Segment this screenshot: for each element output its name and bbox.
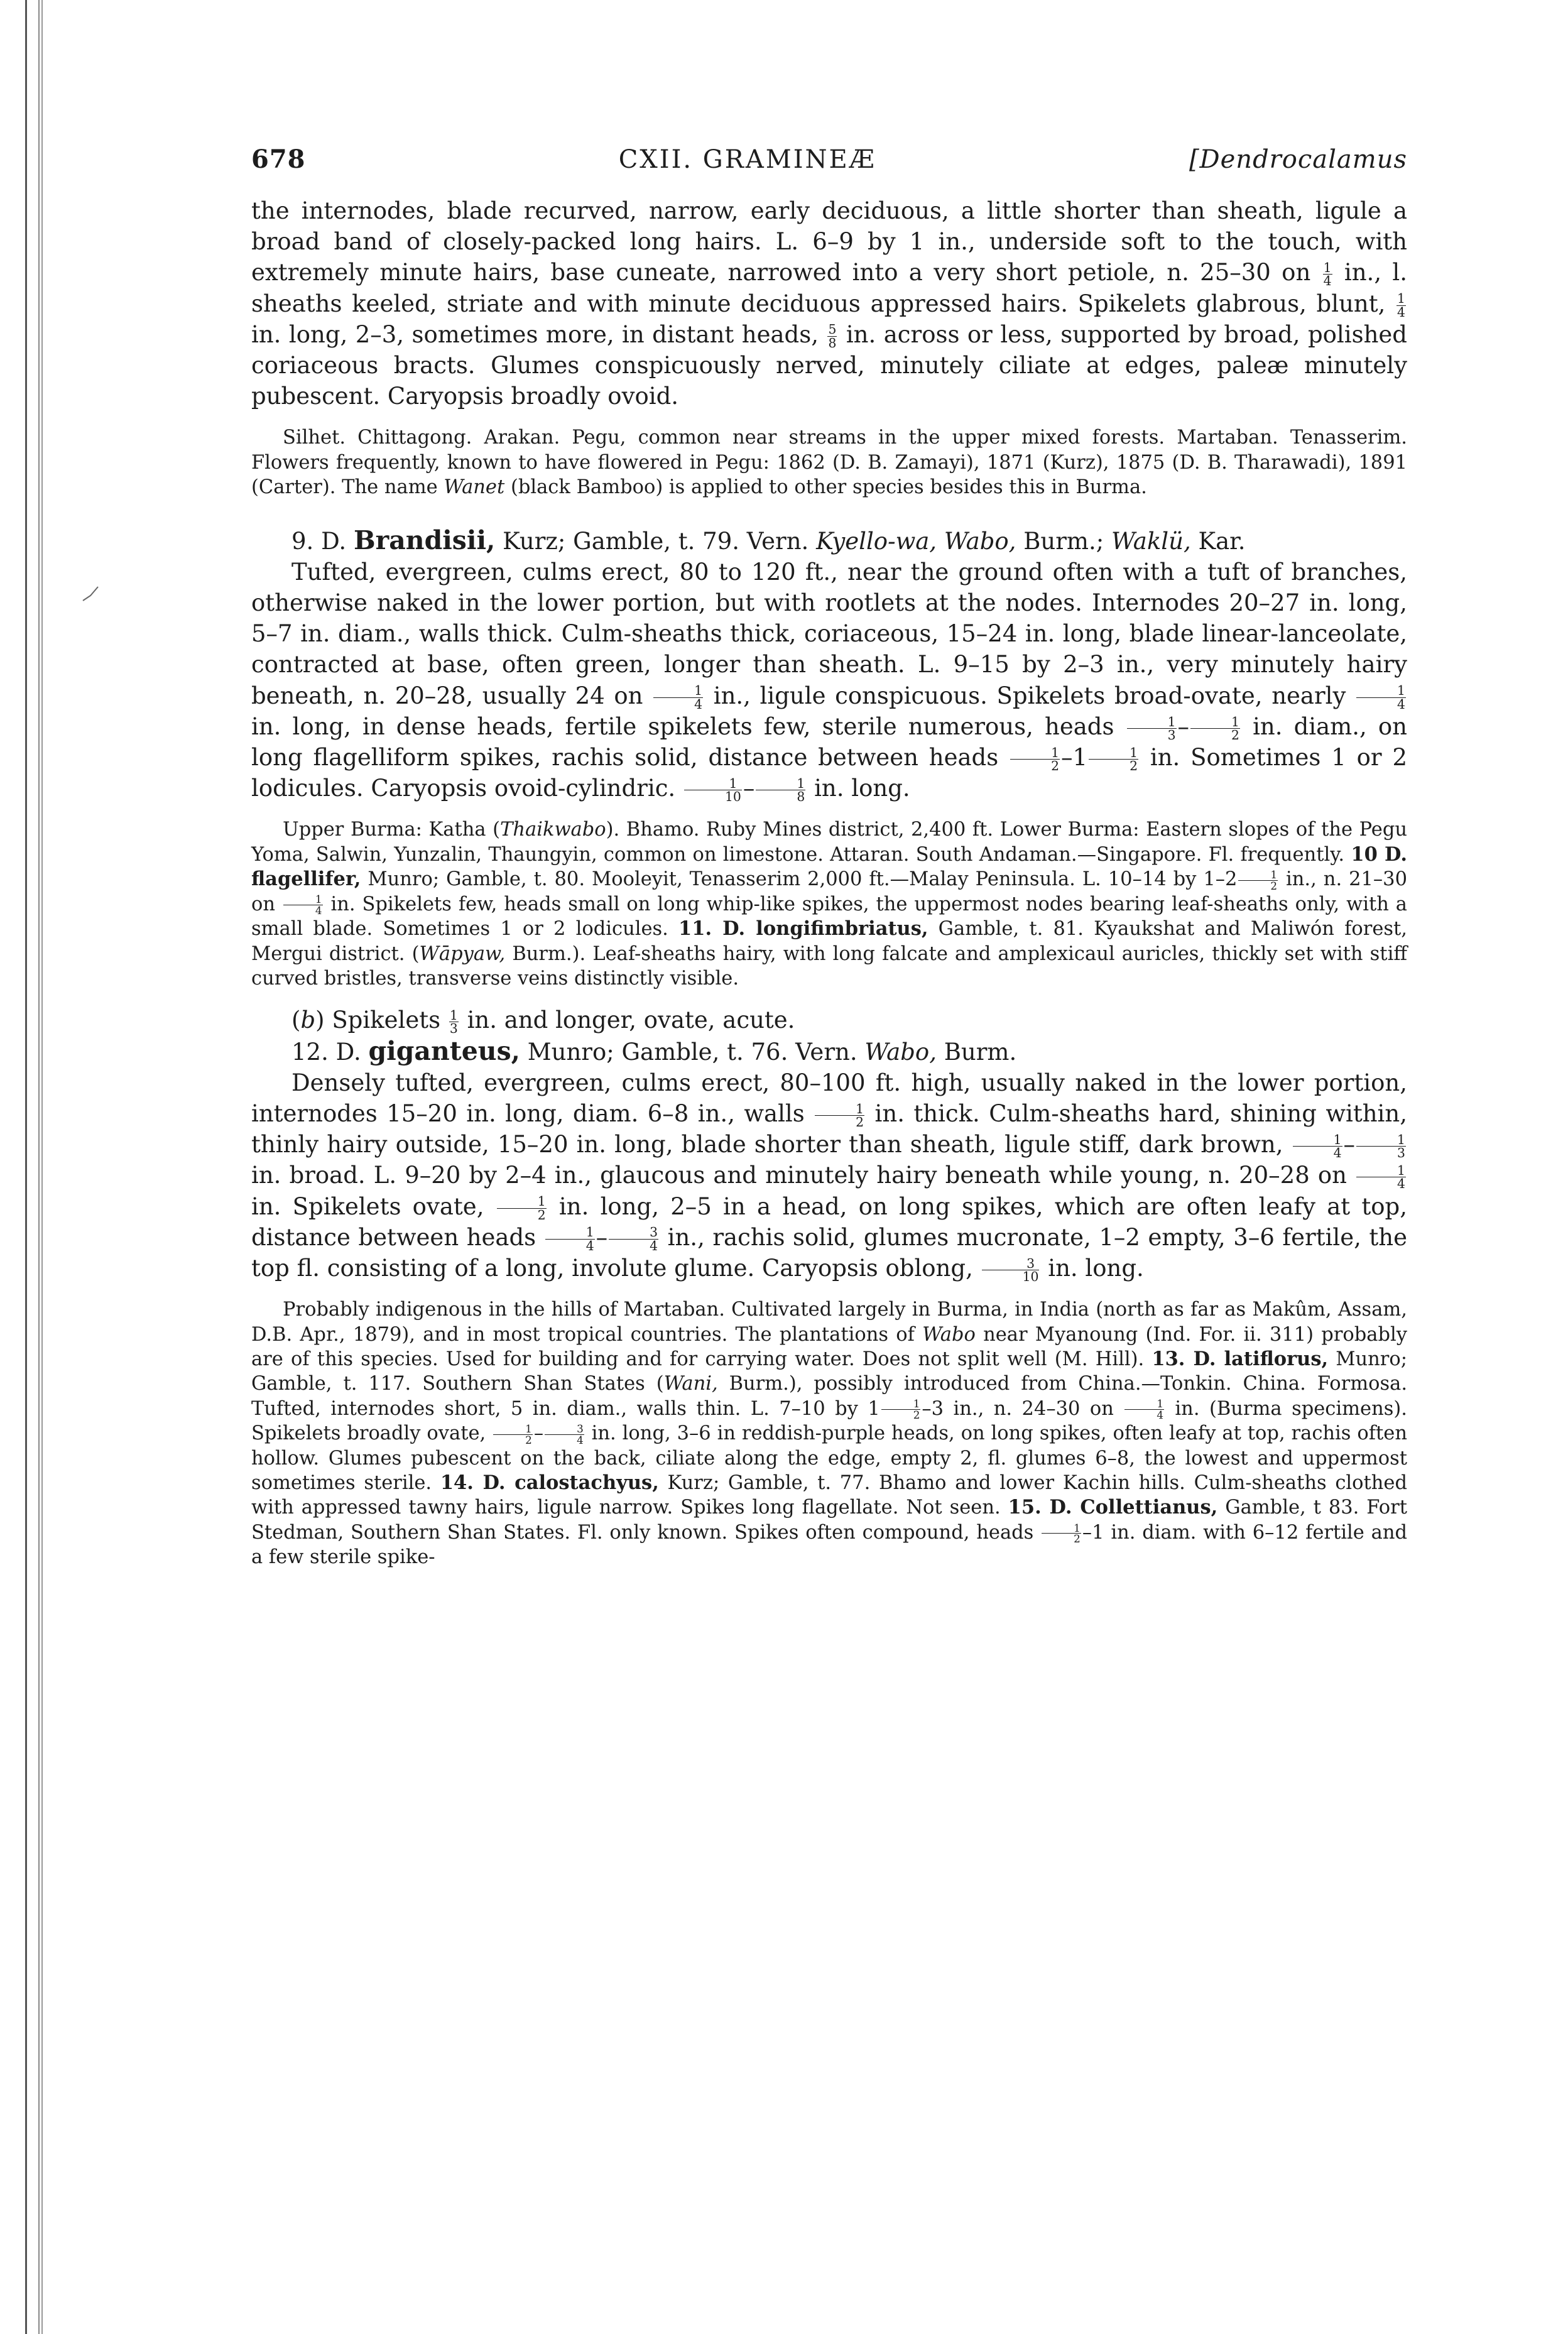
fraction-denominator: 10 [724,789,741,805]
text-run: in., l. sheaths keeled, striate and with minute deciduous appressed hairs. Spikelets glabrous, blunt, [251,259,1407,317]
fraction-numerator: 1 [1238,870,1278,881]
text-run: Wāpyaw, [419,942,506,965]
fraction [609,1226,658,1252]
text-run: Munro; Gamble, t. 80. Mooleyit, Tenasserim 2,000 ft.—Malay Peninsula. L. 10–14 by 1–2 [361,868,1238,891]
fraction-numerator: 1 [283,894,323,905]
fraction-denominator: 4 [1397,696,1405,712]
text-run: ) Spikelets [315,1006,448,1034]
margin-pencil-mark [82,584,101,603]
fraction-denominator: 2 [913,1409,920,1422]
fraction [1356,1133,1406,1160]
fraction-numerator: 1 [1190,716,1240,729]
fraction-numerator: 1 [1356,684,1406,697]
description-giganteus [251,1067,1407,1284]
text-run: giganteus, [368,1035,520,1066]
text-run: Kar. [1190,527,1246,555]
text-run: Burm. [936,1038,1017,1066]
text-run: in. (Burma specimens). Spikelets broadly ovate, [251,1397,1407,1445]
fraction-numerator: 3 [545,1424,584,1435]
fraction-numerator: 1 [493,1424,533,1435]
fraction [982,1257,1040,1284]
scan-binding-edge [25,0,40,2334]
text-run: in. and longer, ovate, acute. [459,1006,795,1034]
text-run: in. across or less, supported by broad, polished coriaceous bracts. Glumes conspicuously nerved, minutely ciliate at edges, paleæ minutely pubescent. Caryopsis broadly ovoid. [251,320,1407,410]
fraction [545,1424,584,1446]
text-run: Wabo, [864,1038,937,1066]
text-run: Burm.), possibly introduced from China.—Tonkin. China. Formosa. Tufted, internodes short, 5 in. diam., walls thin. L. 7–10 by 1 [251,1373,1408,1420]
text-run: Kyello-wa, Wabo, [816,527,1016,555]
text-run: in. long, 2–3, sometimes more, in distant heads, [251,320,827,348]
fraction [684,777,742,804]
text-run: – [1343,1131,1356,1159]
text-run: – [1177,712,1190,740]
text-run: in. diam., on long flagelliform spikes, rachis solid, distance between heads [251,712,1408,772]
distribution-note-2 [251,817,1407,991]
fraction-denominator: 8 [828,335,837,351]
text-run: ( [291,1006,301,1034]
text-run: in. broad. L. 9–20 by 2–4 in., glaucous and minutely hairy beneath while young, n. 20–28 on [251,1162,1356,1189]
fraction [1396,292,1406,319]
text-run: 15. D. Collettianus, [1008,1496,1218,1519]
fraction-denominator: 4 [1157,1409,1163,1422]
fraction-numerator: 5 [828,322,837,337]
fraction [653,684,703,711]
text-run: in., ligule conspicuous. Spikelets broad-ovate, nearly [704,682,1356,709]
fraction-denominator: 3 [1397,1145,1405,1161]
scan-binding-line [41,0,43,2334]
text-run: in. long, 3–6 in reddish-purple heads, on long spikes, often leafy at top, rachis often hollow. Glumes pubescent on the back, ciliate along the edge, empty 2, fl. glumes 6–8, the lowest and uppermost sometimes sterile. [251,1422,1407,1494]
fraction-numerator: 1 [1089,746,1138,760]
fraction-numerator: 1 [497,1195,547,1208]
fraction-denominator: 4 [1323,273,1332,289]
fraction [1042,1523,1081,1545]
text-run: Munro; Gamble, t. 76. Vern. [520,1038,865,1066]
fraction [1010,746,1060,773]
text-run: –3 in., n. 24–30 on [922,1397,1124,1420]
text-run: Waklü, [1111,527,1191,555]
fraction [815,1103,864,1129]
fraction [1190,716,1240,742]
text-run: 12. D. [291,1038,361,1066]
distribution-note-1 [251,425,1407,499]
fraction [545,1226,595,1252]
text-run: – [533,1422,544,1445]
text-run: Tufted, evergreen, culms erect, 80 to 120 ft., near the ground often with a tuft of branches, otherwise naked in the lower portion, but with rootlets at the nodes. Internodes 20–27 in. long, 5–7 in. diam., walls thick. Culm-sheaths thick, coriaceous, 15–24 in. long, blade linear-lanceolate, contracted at base, often green, longer than sheath. L. 9–15 by 2–3 in., very minutely hairy beneath, n. 20–28, usually 24 on [251,558,1407,709]
page-header [251,145,1407,174]
text-run: in. long, in dense heads, fertile spikelets few, sterile numerous, heads [251,712,1126,740]
fraction-denominator: 2 [525,1433,532,1446]
fraction [1124,1399,1164,1421]
fraction-denominator: 4 [577,1433,584,1446]
text-run: Burm.; [1016,527,1111,555]
text-run: in. Sometimes 1 or 2 lodicules. Caryopsis ovoid-cylindric. [251,744,1407,802]
text-run: 11. D. longifimbriatus, [678,917,928,941]
text-run: Munro; Gamble, t. 117. Southern Shan States ( [251,1348,1408,1395]
text-run: Silhet. Chittagong. Arakan. Pegu, common near streams in the upper mixed forests. Martaban. Tenasserim. Flowers frequently, known to have flowered in Pegu: 1862 (D. B. Zamayi), 1871 (Kurz), 1875 (D. B. Tharawadi), 1891 (Carter). The name [251,427,1407,499]
fraction-denominator: 2 [537,1207,546,1223]
fraction-numerator: 1 [1323,260,1332,276]
fraction-denominator: 4 [1397,1176,1405,1192]
fraction-denominator: 2 [1130,758,1138,774]
text-run: in., rachis solid, glumes mucronate, 1–2 empty, 3–6 fertile, the top fl. consisting of a long, involute glume. Caryopsis oblong, [251,1223,1408,1282]
fraction-numerator: 1 [815,1103,864,1116]
description-brandisii [251,557,1407,804]
text-run: Kurz; Gamble, t. 77. Bhamo and lower Kachin hills. Culm-sheaths clothed with appressed tawny hairs, ligule narrow. Spikes long flagellate. Not seen. [251,1471,1407,1519]
fraction-denominator: 2 [1270,879,1278,892]
text-run: 14. D. calostachyus, [440,1471,659,1494]
fraction [1238,870,1278,892]
fraction-denominator: 2 [1231,727,1239,743]
text-run: 13. D. latiflorus, [1152,1347,1329,1370]
fraction-numerator: 1 [449,1007,458,1023]
fraction-numerator: 1 [756,777,805,790]
fraction-denominator: 2 [1074,1532,1081,1546]
fraction-denominator: 2 [1051,758,1060,774]
fraction-numerator: 3 [609,1226,658,1239]
fraction-numerator: 3 [982,1257,1040,1270]
text-run: in. long. [1040,1254,1144,1282]
fraction [1293,1133,1342,1160]
page-number: 678 [251,145,306,174]
text-run: Wabo [922,1323,976,1346]
fraction [493,1424,533,1446]
text-run: the internodes, blade recurved, narrow, early deciduous, a little shorter than sheath, ligule a broad band of closely-packed long hairs. L. 6–9 by 1 in., underside soft to the touch, with extremely minute hairs, base cuneate, narrowed into a very short petiole, n. 25–30 on [251,197,1407,286]
fraction [1089,746,1138,773]
fraction-denominator: 3 [449,1021,458,1037]
fraction-numerator: 1 [1010,746,1060,760]
text-run: near Myanoung (Ind. For. ii. 311) probably are of this species. Used for building and for carrying water. Does not split well (M. Hill). [251,1323,1407,1370]
fraction-numerator: 1 [684,777,742,790]
fraction-denominator: 4 [585,1238,594,1253]
text-run: in. long, 2–5 in a head, on long spikes, which are often leafy at top, distance between heads [251,1192,1407,1251]
fraction-denominator: 4 [650,1238,658,1253]
fraction-denominator: 4 [1397,304,1405,320]
fraction-denominator: 4 [694,696,703,712]
fraction [1356,1164,1406,1191]
fraction-numerator: 1 [1124,1399,1164,1410]
species-heading-brandisii [251,525,1407,557]
text-run: Probably indigenous in the hills of Martaban. Cultivated largely in Burma, in India (north as far as Makûm, Assam, D.B. Apr., 1879), and in most tropical countries. The plantations of [251,1299,1407,1346]
fraction-denominator: 2 [856,1114,864,1130]
text-run: 10 D. flagellifer, [251,843,1407,891]
fraction [283,894,323,916]
fraction-numerator: 1 [1293,1133,1342,1147]
fraction-denominator: 10 [1022,1268,1039,1284]
text-run: Gamble, t 83. Fort Stedman, Southern Shan States. Fl. only known. Spikes often compound, heads [251,1497,1407,1544]
fraction-denominator: 8 [797,789,805,805]
text-run: in. Spikelets ovate, [251,1192,496,1220]
fraction-numerator: 1 [545,1226,595,1239]
fraction [881,1399,921,1421]
text-run: –1 in. diam. with 6–12 fertile and a few sterile spike- [251,1521,1408,1569]
text-run: – [743,775,755,802]
fraction-numerator: 1 [1356,1133,1406,1147]
chapter-title: CXII. GRAMINEÆ [618,145,876,174]
fraction [827,323,837,349]
fraction [1356,684,1406,711]
text-run: Densely tufted, evergreen, culms erect, 80–100 ft. high, usually naked in the lower portion, internodes 15–20 in. long, diam. 6–8 in., walls [251,1069,1407,1127]
fraction [449,1009,459,1035]
text-run: Gamble, t. 81. Kyaukshat and Maliwón forest, Mergui district. ( [251,918,1407,965]
text-run: ). Bhamo. Ruby Mines district, 2,400 ft. Lower Burma: Eastern slopes of the Pegu Yoma, Salwin, Yunzalin, Thaungyin, common on limestone. Attaran. South Andaman.—Singapore. Fl. frequently. [251,819,1407,866]
text-run: –1 [1061,744,1088,772]
fraction [756,777,805,804]
text-run: Wanet [444,476,505,499]
description-paragraph-continued [251,195,1407,412]
text-run: Brandisii, [353,525,496,555]
text-run: Thaikwabo [500,819,606,841]
text-run: in. Spikelets few, heads small on long whip-like spikes, the uppermost nodes bearing leaf-sheaths only, with a small blade. Sometimes 1 or 2 lodicules. [251,893,1407,941]
page-content [251,145,1407,1570]
fraction-numerator: 1 [1042,1523,1081,1534]
fraction-numerator: 1 [1127,716,1177,729]
text-run: in., n. 21–30 on [251,868,1407,915]
fraction-numerator: 1 [881,1399,921,1410]
fraction-denominator: 3 [1167,727,1176,743]
text-run: Wani, [663,1373,718,1395]
text-run: in. thick. Culm-sheaths hard, shining within, thinly hairy outside, 15–20 in. long, blade shorter than sheath, ligule stiff, dark brown, [251,1099,1407,1159]
running-head: [Dendrocalamus [1189,145,1407,174]
text-run: Burm.). Leaf-sheaths hairy, with long falcate and amplexicaul auricles, thickly set with stiff curved bristles, transverse veins distinctly visible. [251,942,1407,990]
text-run: b [300,1006,316,1034]
distribution-note-3 [251,1297,1407,1569]
fraction-numerator: 1 [1356,1164,1406,1177]
fraction-numerator: 1 [1397,291,1405,307]
fraction [497,1195,547,1221]
text-run: 9. D. [291,527,347,555]
fraction [1127,716,1177,742]
species-heading-giganteus [251,1036,1407,1067]
text-run: (black Bamboo) is applied to other species besides this in Burma. [504,476,1147,499]
subsection-heading-b [251,1005,1407,1035]
text-run: – [596,1223,608,1251]
fraction [1323,261,1332,288]
fraction-denominator: 4 [315,904,322,917]
fraction-denominator: 4 [1333,1145,1342,1161]
text-run: Upper Burma: Katha ( [283,819,501,841]
fraction-numerator: 1 [653,684,703,697]
text-run: Kurz; Gamble, t. 79. Vern. [495,527,817,555]
text-run: in. long. [807,775,910,802]
